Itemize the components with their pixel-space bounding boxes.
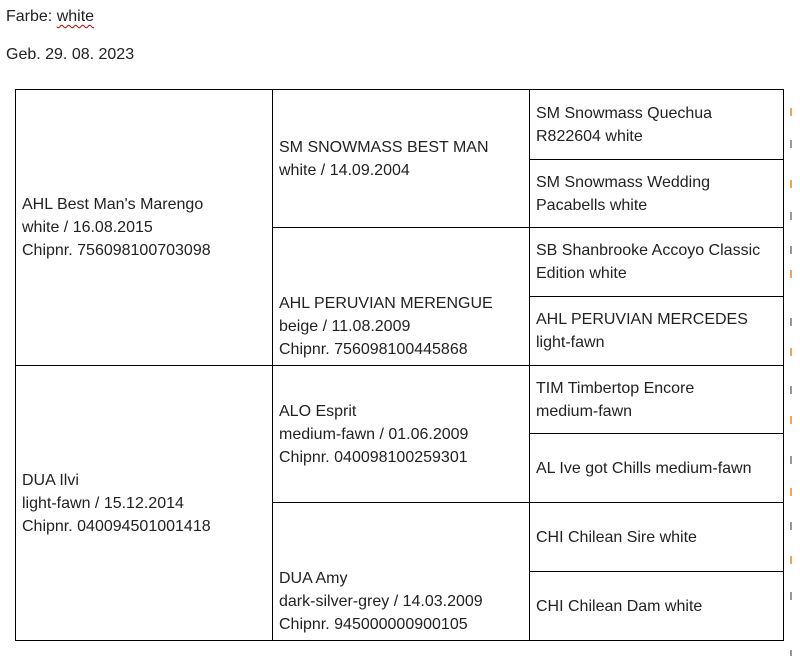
parent-color-date: white / 16.08.2015 — [22, 219, 153, 236]
edge-mark — [790, 348, 792, 356]
ggp-line-1: CHI Chilean Dam white — [536, 597, 703, 615]
grandparent-cell-4 — [273, 503, 529, 640]
ggp-line-2: R822604 white — [536, 127, 643, 145]
edge-mark — [790, 180, 792, 188]
grandparent-cell-1 — [273, 90, 529, 227]
edge-mark — [790, 488, 792, 496]
grandparent-color-date: medium-fawn / 01.06.2009 — [279, 425, 469, 443]
birth-date-line: Geb. 29. 08. 2023 — [6, 46, 135, 63]
color-label: Farbe: — [6, 8, 57, 25]
grandparent-name: SM SNOWMASS BEST MAN — [279, 138, 489, 156]
great-grandparent-cell-4 — [530, 297, 783, 365]
ggp-line-1: AL Ive got Chills medium-fawn — [536, 459, 752, 477]
parent-cell-sire — [16, 90, 272, 365]
edge-mark — [790, 456, 792, 464]
edge-mark — [790, 140, 792, 148]
ggp-line-2: Pacabells white — [536, 196, 648, 214]
parent-color-date: light-fawn / 15.12.2014 — [22, 494, 184, 512]
ggp-line-1: CHI Chilean Sire white — [536, 528, 697, 546]
ggp-line-2: medium-fawn — [536, 402, 633, 420]
parent-chip: Chipnr. 040094501001418 — [22, 517, 211, 535]
great-grandparent-cell-3 — [530, 228, 783, 296]
great-grandparent-cell-2 — [530, 160, 783, 227]
edge-mark — [790, 416, 792, 424]
ggp-line-1: SM Snowmass Wedding — [536, 173, 710, 191]
grandparent-name: ALO Esprit — [279, 402, 357, 420]
edge-mark — [790, 522, 792, 530]
edge-mark — [790, 246, 792, 254]
great-grandparent-cell-7 — [530, 503, 783, 571]
ggp-line-2: Edition white — [536, 265, 627, 282]
grandparent-name: DUA Amy — [279, 570, 348, 587]
color-line — [6, 7, 94, 27]
parent-name: DUA Ilvi — [22, 471, 79, 489]
grandparent-color-date: dark-silver-grey / 14.03.2009 — [279, 593, 483, 610]
great-grandparent-cell-5 — [530, 366, 783, 433]
parent-name: AHL Best Man's Marengo — [22, 196, 204, 213]
edge-mark — [790, 108, 792, 116]
edge-mark — [790, 650, 792, 656]
table-bottom-border — [15, 640, 783, 641]
color-value: white — [56, 8, 95, 25]
edge-mark — [790, 212, 792, 220]
grandparent-chip: Chipnr. 945000000900105 — [279, 616, 468, 633]
edge-mark — [790, 270, 792, 278]
parent-chip: Chipnr. 756098100703098 — [22, 242, 211, 259]
edge-mark — [790, 556, 792, 564]
grandparent-color-date: white / 14.09.2004 — [279, 161, 410, 179]
edge-mark — [790, 386, 792, 394]
ggp-line-1: SM Snowmass Quechua — [536, 104, 713, 122]
great-grandparent-cell-1 — [530, 90, 783, 159]
column-divider-3 — [783, 89, 784, 641]
ggp-line-1: AHL PERUVIAN MERCEDES — [536, 311, 748, 328]
great-grandparent-cell-6 — [530, 434, 783, 502]
grandparent-chip: Chipnr. 756098100445868 — [279, 341, 468, 358]
ggp-line-1: TIM Timbertop Encore — [536, 379, 695, 397]
ggp-line-1: SB Shanbrooke Accoyo Classic — [536, 242, 761, 259]
parent-cell-dam — [16, 366, 272, 640]
grandparent-cell-2 — [273, 228, 529, 365]
great-grandparent-cell-8 — [530, 572, 783, 640]
edge-mark — [790, 592, 792, 600]
grandparent-chip: Chipnr. 040098100259301 — [279, 448, 468, 466]
grandparent-cell-3 — [273, 366, 529, 502]
edge-mark — [790, 318, 792, 326]
ggp-line-2: light-fawn — [536, 334, 605, 351]
grandparent-color-date: beige / 11.08.2009 — [279, 318, 411, 335]
grandparent-name: AHL PERUVIAN MERENGUE — [279, 295, 493, 312]
